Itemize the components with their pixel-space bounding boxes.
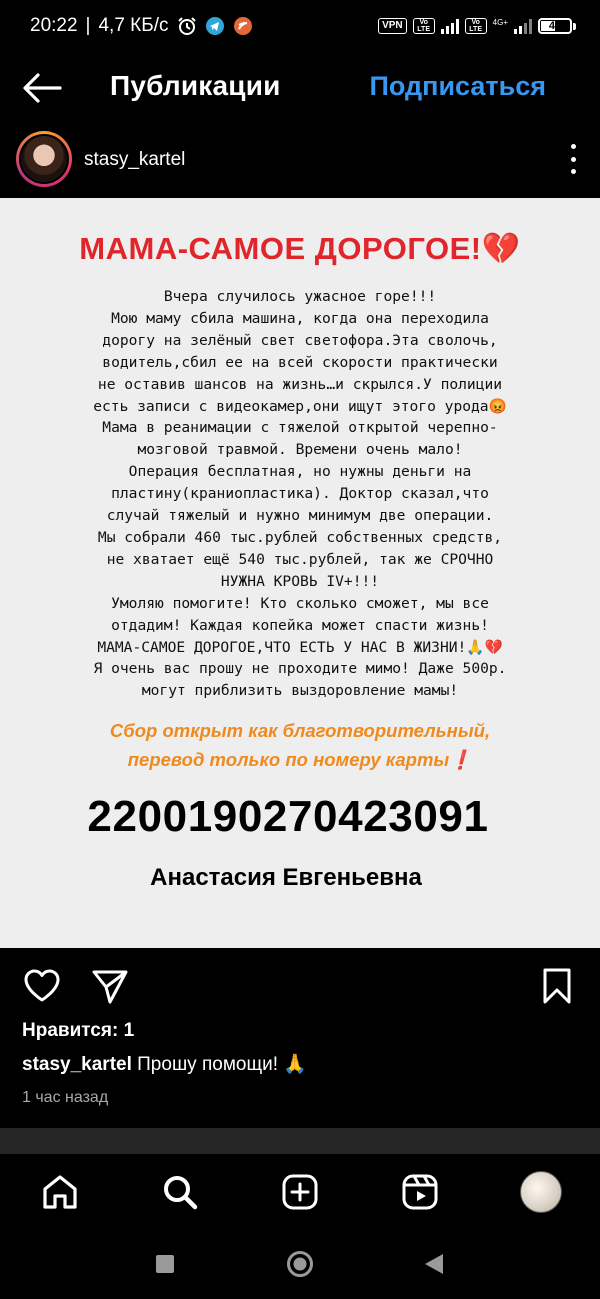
header — [0, 58, 600, 116]
author-username[interactable]: stasy_kartel — [84, 149, 186, 170]
alarm-icon — [177, 16, 197, 36]
post-body-line: Умоляю помогите! Кто сколько сможет, мы все — [111, 594, 489, 612]
post-body-line: МАМА-САМОЕ ДОРОГОЕ,ЧТО ЕСТЬ У НАС В ЖИЗНИ!🙏💔 — [97, 638, 503, 656]
card-holder-name: Анастасия Евгеньевна — [150, 864, 422, 891]
subscribe-button[interactable]: Подписаться — [369, 71, 546, 101]
send-icon[interactable] — [90, 966, 130, 1006]
post-body-line: пластину(краниопластика). Доктор сказал,что — [111, 485, 489, 503]
status-net-speed: 4,7 КБ/с — [98, 15, 169, 36]
post-body-line: водитель,сбил ее на всей скорости практически — [102, 353, 498, 371]
battery-icon — [538, 18, 576, 34]
post-body-line: НУЖНА КРОВЬ IV+!!! — [220, 572, 380, 590]
post-body-line: не оставив шансов на жизнь…и скрылся.У полиции — [97, 375, 503, 393]
reels-icon[interactable] — [400, 1172, 440, 1212]
post-author-row — [0, 128, 600, 192]
post-timestamp: 1 час назад — [22, 1089, 109, 1106]
bottom-navigation — [0, 1154, 600, 1228]
page-title: Публикации — [110, 70, 281, 101]
home-icon[interactable] — [40, 1172, 80, 1212]
vpn-badge: VPN — [378, 18, 407, 34]
bookmark-icon[interactable] — [537, 966, 577, 1006]
post-image[interactable] — [0, 198, 600, 948]
back-triangle-icon[interactable] — [424, 1253, 444, 1275]
post-body-line: не хватает ещё 540 тыс.рублей, так же СРОЧНО — [106, 550, 494, 568]
post-fund-note: Сбор открыт как благотворительный, перевод только по номеру карты❗ — [109, 720, 491, 770]
status-time: 20:22 — [30, 15, 78, 36]
more-options-icon[interactable] — [566, 144, 580, 174]
post-caption — [22, 1052, 307, 1076]
post-body-line: случай тяжелый и нужно минимум две операции. — [106, 507, 494, 525]
create-icon[interactable] — [280, 1172, 320, 1212]
caption-username[interactable]: stasy_kartel — [22, 1054, 132, 1075]
status-bar — [0, 0, 600, 52]
profile-avatar[interactable] — [520, 1171, 562, 1213]
post-actions — [0, 958, 600, 1014]
likes-count[interactable]: Нравится: 1 — [22, 1020, 135, 1041]
battery-level: 49 — [548, 20, 562, 32]
volte1-badge: Vo LTE — [413, 18, 435, 34]
post-body-line: дорогу на зелёный свет светофора.Эта сволочь, — [102, 331, 498, 349]
signal-icon-2 — [514, 18, 532, 34]
post-body-line: Операция бесплатная, но нужны деньги на — [128, 463, 472, 481]
system-navigation — [0, 1228, 600, 1299]
signal-icon — [441, 18, 459, 34]
app-notification-icon — [233, 16, 253, 36]
post-body-line: Мы собрали 460 тыс.рублей собственных средств, — [97, 528, 503, 546]
post-body-line: мозговой травмой. Времени очень мало! — [137, 441, 463, 459]
recents-button[interactable] — [155, 1254, 175, 1274]
author-avatar[interactable] — [16, 131, 72, 187]
post-body-text — [10, 286, 590, 702]
home-button[interactable] — [286, 1250, 314, 1278]
post-body-line: Мою маму сбила машина, когда она переходила — [111, 309, 489, 327]
caption-text: Прошу помощи! 🙏 — [131, 1054, 307, 1075]
post-body-line: Вчера случилось ужасное горе!!! — [163, 288, 437, 305]
post-body-line: есть записи с видеокамер,они ищут этого урода😡 — [93, 397, 507, 415]
feed-divider — [0, 1128, 600, 1154]
back-arrow-icon[interactable] — [20, 70, 64, 106]
network-type: 4G+ — [492, 18, 508, 27]
post-body-line: Мама в реанимации с тяжелой открытой черепно- — [102, 419, 498, 437]
post-body-line: Я очень вас прошу не проходите мимо! Даже 500р. — [93, 660, 507, 678]
search-icon[interactable] — [160, 1172, 200, 1212]
volte2-badge: Vo LTE — [465, 18, 487, 34]
post-headline: МАМА-САМОЕ ДОРОГОЕ!💔 — [79, 231, 521, 266]
post-body-line: могут приблизить выздоровление мамы! — [141, 682, 459, 700]
status-left: 20:22 | 4,7 КБ/с — [30, 15, 253, 37]
heart-icon[interactable] — [22, 966, 62, 1006]
card-number: 2200190270423091 — [87, 792, 489, 841]
post-body-line: отдадим! Каждая копейка может спасти жизнь! — [111, 616, 489, 634]
status-right — [378, 18, 576, 34]
telegram-icon — [205, 16, 225, 36]
